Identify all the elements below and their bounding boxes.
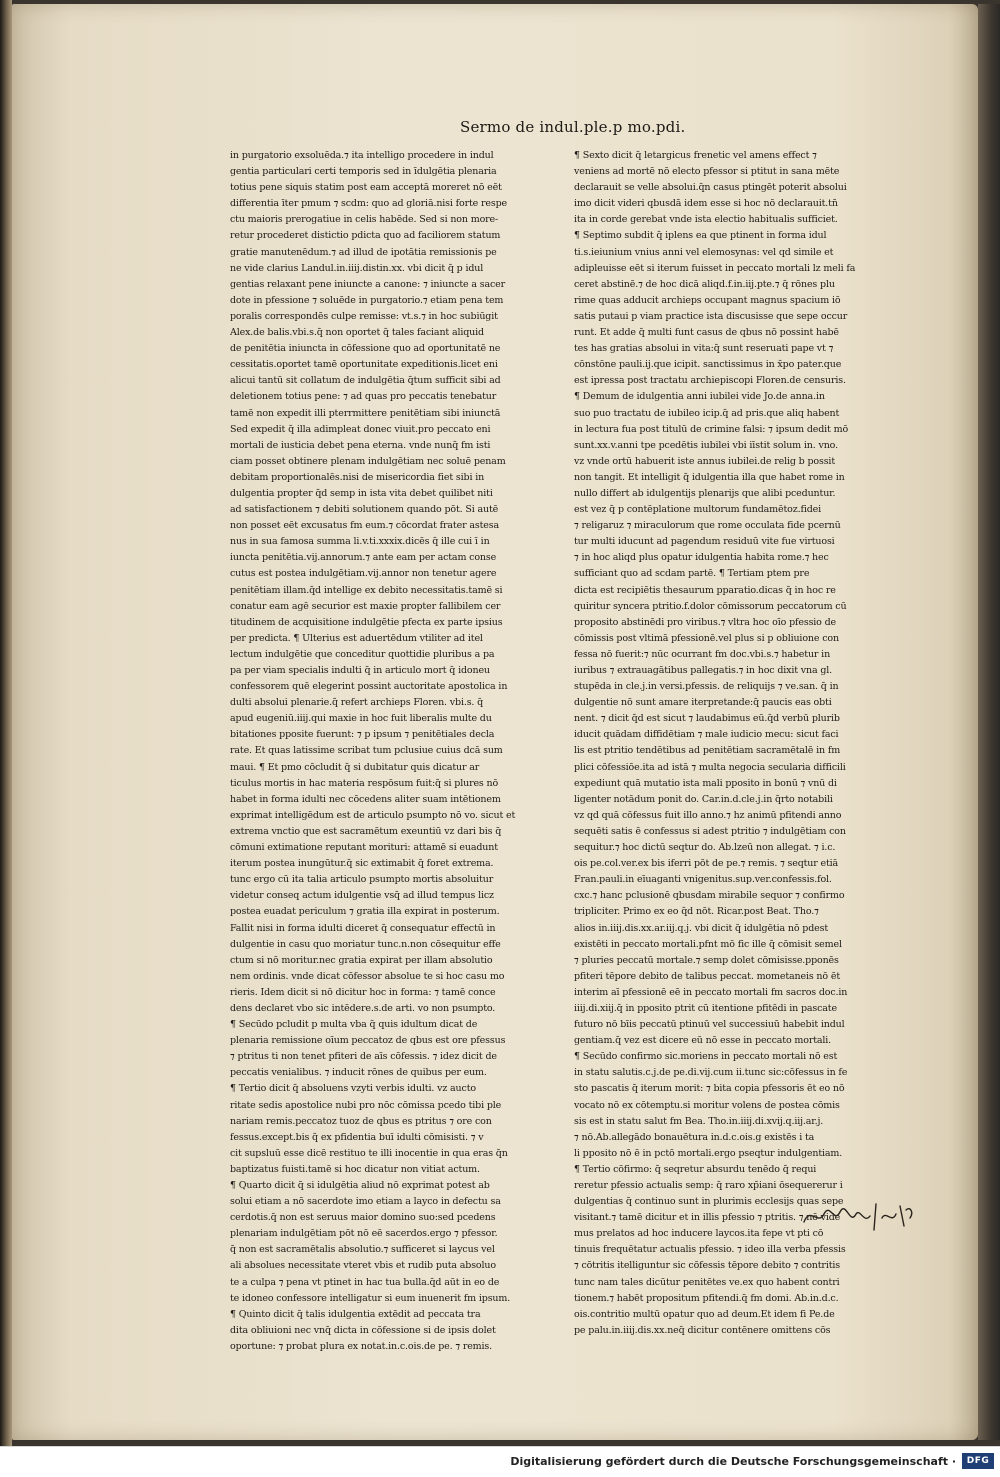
- text-line: confessorem quē elegerint possint auctoritate apostolica in: [230, 681, 508, 693]
- text-line: apud eugeniū.iiij.qui maxie in hoc fuit liberalis multe du: [230, 713, 492, 725]
- text-line: q̄ non est sacramētalis absolutio.⁊ sufficeret si laycus vel: [230, 1244, 495, 1256]
- text-line: nent. ⁊ dicit q̄d est sicut ⁊ laudabimus eū.q̄d verbū plurib: [574, 713, 840, 725]
- text-line: penitētiam illam.q̄d intellige ex debito necessitatis.tamē si: [230, 584, 503, 596]
- text-line: reretur pfessio actualis semp: q̄ raro xp̄iani ōsequererur i: [574, 1180, 843, 1191]
- text-line: mus prelatos ad hoc inducere laycos.ita fepe vt pti cō: [574, 1228, 824, 1240]
- text-line: nariam remis.peccatoz tuoz de qbus es ptritus ⁊ ore con: [230, 1115, 492, 1127]
- text-line: stupēda in cle.j.in versi.pfessis. de reliquijs ⁊ ve.san. q̄ in: [574, 681, 839, 693]
- text-line: ritate sedis apostolice nubi pro nōc cōmissa pcedo tibi ple: [230, 1099, 502, 1111]
- text-line: dote in pfessione ⁊ soluēde in purgatorio.⁊ etiam pena tem: [230, 294, 504, 306]
- text-line: ⁊ nō.Ab.allegādo bonauētura in.d.c.ois.g existēs i ta: [574, 1131, 815, 1143]
- text-line: maui. ¶ Et pmo cōcludit q̄ si dubitatur quis dicatur ar: [230, 761, 480, 773]
- text-line: dens declaret vbo sic intēdere.s.de arti. vo non psumpto.: [230, 1002, 496, 1014]
- text-line: ois.contritio multū opatur quo ad deum.Et idem fi Pe.de: [574, 1308, 835, 1320]
- text-line: veniens ad mortē nō electo pfessor si ptitut in sana mēte: [574, 166, 840, 178]
- handwritten-signature-drawing: [800, 1196, 920, 1236]
- text-line: differentia īter pmum ⁊ scdm: quo ad gloriā.nisi forte respe: [230, 198, 507, 210]
- text-line: retur procederet distictio pdicta quo ad faciliorem statum: [230, 230, 501, 242]
- text-line: nus in sua famosa summa li.v.ti.xxxix.dicēs q̄ ille cui ī in: [230, 536, 490, 548]
- text-line: poralis correspondēs culpe remisse: vt.s.⁊ in hoc subiūgit: [230, 310, 498, 322]
- text-line: vz qd quā cōfessus fuit illo anno.⁊ hz animū pfitendi anno: [574, 809, 842, 821]
- text-line: pfiteri tēpore debito de talibus peccat. mometaneis nō ēt: [574, 970, 840, 982]
- text-line: tamē non expedit illi pterrmittere penitētiam sibi iniunctā: [230, 407, 501, 419]
- text-line: adipleuisse eēt si iterum fuisset in peccato mortali lz meli fa: [574, 262, 856, 274]
- text-line: in statu salutis.c.j.de pe.di.vij.cum ii.tunc sic:cōfessus in fe: [574, 1067, 848, 1079]
- text-line: plenariam indulgētiam pōt nō eē sacerdos.ergo ⁊ pfessor.: [230, 1228, 498, 1240]
- text-line: tunc ergo cū ita talia articulo psumpto mortis absoluitur: [230, 874, 494, 886]
- text-line: alicui tantū sit collatum de indulgētia q̄tum sufficit sibi ad: [230, 375, 501, 387]
- text-line: te a culpa ⁊ pena vt ptinet in hac tua bulla.q̄d aūt in eo de: [230, 1276, 500, 1288]
- text-line: gentia particulari certi temporis sed in īdulgētia plenaria: [230, 166, 497, 178]
- text-line: Alex.de balis.vbi.s.q̄ non oportet q̄ tales faciant aliquid: [230, 327, 484, 339]
- text-line: visitant.⁊ tamē dicitur et in illis pfessio ⁊ ptritis. ⁊ nō vide: [574, 1212, 841, 1224]
- text-line: ⁊ religaruz ⁊ miraculorum que rome occulata fide pcernū: [574, 520, 841, 532]
- text-line: ⁊ ptritus ti non tenet pfiteri de aīs cōfessis. ⁊ idez dicit de: [230, 1051, 497, 1063]
- right-text-column: [574, 148, 892, 1339]
- text-line: de penitētia iniuncta in cōfessione quo ad oportunitatē ne: [230, 343, 501, 355]
- handwritten-signature: [800, 1196, 920, 1236]
- text-line: tionem.⁊ habēt propositum pfitendi.q̄ fm domi. Ab.in.d.c.: [574, 1292, 839, 1304]
- text-line: cessitatis.oportet tamē oportunitate expeditionis.licet eni: [230, 359, 498, 371]
- text-line: sto pascatis q̄ iterum morit: ⁊ bita copia pfessoris ēt eo nō: [574, 1083, 845, 1095]
- text-line: vocato nō ex cōtemptu.si moritur volens de postea cōmis: [574, 1099, 840, 1111]
- running-head: Sermo de indul.ple.p mo.pdi.: [460, 118, 686, 136]
- text-line: vz vnde ortū habuerit iste annus iubilei.de relig b possit: [574, 455, 835, 467]
- text-line: tes has gratias absolui in vita:q̄ sunt reseruati pape vt ⁊: [574, 343, 834, 355]
- text-line: totius pene siquis statim post eam acceptā moreret nō eēt: [230, 182, 502, 194]
- text-line: oportune: ⁊ probat plura ex notat.in.c.ois.de pe. ⁊ remis.: [230, 1340, 493, 1352]
- text-line: ti.s.ieiunium vnius anni vel elemosynas: vel qd simile et: [574, 246, 834, 258]
- text-line: runt. Et adde q̄ multi funt casus de qbus nō possint habē: [574, 327, 839, 339]
- text-line: ctum si nō moritur.nec gratia expirat per illam absolutio: [230, 954, 493, 966]
- text-line: imo dicit videri qbusdā idem esse si hoc nō declarauit.tn̄: [574, 198, 838, 210]
- text-line: ⁊ cōtritis itelliguntur sic cōfessis tēpore debito ⁊ contritis: [574, 1260, 840, 1272]
- text-line: iuribus ⁊ extrauagātibus pallegatis.⁊ in hoc dixit vna gl.: [574, 665, 833, 676]
- text-line: dulgentia propter q̄d semp in ista vita debet quilibet niti: [230, 487, 493, 499]
- text-line: cxc.⁊ hanc pclusionē qbusdam mirabile sequor ⁊ confirmo: [574, 890, 845, 902]
- text-line: iiij.di.xiij.q̄ in pposito ptrit cū itentione pfitēdi in pascate: [574, 1002, 837, 1014]
- text-line: sufficiant quo ad scdam partē. ¶ Tertiam ptem pre: [574, 568, 810, 580]
- text-line: fessus.except.bis q̄ ex pfidentia buī idulti cōmisisti. ⁊ v: [230, 1131, 484, 1143]
- text-line: mortali de iusticia debet pena eterna. vnde nunq̄ fm isti: [230, 439, 491, 451]
- text-line: li pposito nō ē in pctō mortali.ergo pseqtur indulgentiam.: [574, 1147, 843, 1159]
- book-spine-edge: [0, 0, 12, 1446]
- footer-bar: [0, 1446, 1000, 1477]
- text-line: ⁊ pluries peccatū mortale.⁊ semp dolet cōmisisse.pponēs: [574, 954, 839, 966]
- text-line: tunc nam tales dicūtur penitētes ve.ex quo habent contri: [574, 1276, 840, 1288]
- text-line: est ipressa post tractatu archiepiscopi Floren.de censuris.: [574, 375, 846, 387]
- text-line: ctu maioris prerogatiue in celis habēde. Sed si non more-: [230, 214, 499, 226]
- text-line: cōmissis post vltimā pfessionē.vel plus si p obliuione con: [574, 632, 839, 644]
- text-line: est vez q̄ p contēplatione multorum fundamētoz.fidei: [574, 504, 821, 516]
- text-line: rime quas adducit archieps occupant magnus spacium iō: [574, 294, 841, 306]
- page-fore-edge: [978, 4, 1000, 1440]
- text-line: gentias relaxant pene iniuncte a canone: ⁊ iniuncte a sacer: [230, 278, 506, 290]
- text-line: nem ordinis. vnde dicat cōfessor absolue te si hoc casu mo: [230, 970, 505, 982]
- text-line: videtur conseq actum idulgentie vsq̄ ad illud tempus licz: [230, 890, 494, 902]
- text-line: ¶ Secūdo confirmo sic.moriens in peccato mortali nō est: [574, 1051, 838, 1063]
- text-line: plenaria remissione oīum peccatoz de qbus est ore pfessus: [230, 1035, 506, 1047]
- text-line: quiritur syncera ptritio.f.dolor cōmissorum peccatorum cū: [574, 600, 847, 612]
- text-line: deletionem totius pene: ⁊ ad quas pro peccatis tenebatur: [230, 391, 497, 403]
- text-line: cit supsluū esse dicē restituo te illi inocentie in qua eras q̄n: [230, 1147, 508, 1159]
- text-line: sunt.xx.v.anni tpe pcedētis iubilei vbi iīstit solum in. vno.: [574, 439, 838, 451]
- text-line: tur multi iducunt ad pagendum residuū vite fue virtuosi: [574, 536, 835, 548]
- text-line: plici cōfessiōe.ita ad istā ⁊ multa negocia secularia difficili: [574, 761, 846, 773]
- dfg-logo: DFG: [962, 1453, 994, 1469]
- text-line: te idoneo confessore intelligatur si eum inuenerit fm ipsum.: [230, 1292, 511, 1304]
- text-line: ita in corde gerebat vnde ista electio habitualis sufficiet.: [574, 214, 838, 226]
- text-line: ticulus mortis in hac materia respōsum fuit:q̄ si plures nō: [230, 777, 499, 789]
- text-line: dulgentie nō sunt amare iterpretande:q̄ paucis eas obti: [574, 697, 832, 709]
- text-line: non tangit. Et intelligit q̄ idulgentia illa que habet rome in: [574, 471, 845, 483]
- text-line: ¶ Demum de idulgentia anni iubilei vide Jo.de anna.in: [574, 391, 825, 403]
- text-line: gentiam.q̄ vez est dicere eū nō esse in peccato mortali.: [574, 1035, 832, 1047]
- text-line: tinuis frequētatur actualis pfessio. ⁊ ideo illa verba pfessis: [574, 1244, 846, 1256]
- text-line: Sed expedit q̄ illa adimpleat donec viuit.pro peccato eni: [230, 423, 491, 435]
- text-line: ligenter notādum ponit do. Car.in.d.cle.j.in q̄rto notabili: [574, 793, 833, 805]
- text-line: cutus est postea indulgētiam.vij.annor non tenetur agere: [230, 568, 497, 580]
- text-line: Fallit nisi in forma idulti diceret q̄ consequatur effectū in: [230, 922, 496, 934]
- text-line: titudinem de acquisitione indulgētie pfecta ex parte ipsius: [230, 616, 503, 628]
- text-line: in lectura fua post titulū de crimine falsi: ⁊ ipsum dedit mō: [574, 423, 849, 435]
- text-line: ois pe.col.ver.ex bis iferri pōt de pe.⁊ remis. ⁊ seqtur etiā: [574, 858, 839, 870]
- text-line: ad satisfactionem ⁊ debiti solutionem quando pōt. Si autē: [230, 504, 499, 516]
- text-line: nullo differt ab idulgentijs plenarijs que alibi pceduntur.: [574, 487, 836, 499]
- text-line: dicta est recipiētis thesaurum pparatio.dicas q̄ in hoc re: [574, 584, 836, 596]
- text-line: dulgentie in casu quo moriatur tunc.n.non cōsequitur effe: [230, 938, 501, 950]
- left-text-column: [230, 148, 548, 1355]
- text-line: Fran.pauli.in eīuaganti vnigenitus.sup.ver.confessis.fol.: [574, 874, 832, 886]
- text-line: non posset eēt excusatus fm eum.⁊ cōcordat frater astesa: [230, 520, 499, 532]
- text-line: dita obliuioni nec vnq̄ dicta in cōfessione si de ipsis dolet: [230, 1324, 496, 1336]
- text-line: cōnstōne pauli.ij.que icipit. sanctissimus in x̄po pater.que: [574, 359, 842, 371]
- text-line: fessa nō fuerit:⁊ nūc ocurrant fm doc.vbi.s.⁊ habetur in: [574, 648, 831, 660]
- text-line: baptizatus fuisti.tamē si hoc dicatur non vitiat actum.: [230, 1163, 480, 1175]
- text-line: gratie manutenēdum.⁊ ad illud de ipotātia remissionis pe: [230, 246, 497, 258]
- text-line: dulti absolui plenarie.q̄ refert archieps Floren. vbi.s. q̄: [230, 697, 484, 709]
- text-line: ¶ Tertio dicit q̄ absoluens vzyti verbis idulti. vz aucto: [230, 1083, 476, 1095]
- text-line: in purgatorio exsoluēda.⁊ ita intelligo procedere in indul: [230, 150, 494, 161]
- text-line: ¶ Septimo subdit q̄ iplens ea que ptinent in forma idul: [574, 230, 827, 242]
- text-line: expediunt quā mutatio ista mali pposito in bonū ⁊ vnū di: [574, 777, 837, 789]
- text-line: debitam proportionalēs.nisi de misericordia fiet sibi in: [230, 471, 485, 483]
- text-line: ali absolues necessitate vteret vbis et rudib puta absoluo: [230, 1260, 496, 1272]
- text-line: interim aī pfessionē eē in peccato mortali fm sacros doc.in: [574, 986, 848, 998]
- text-line: exprimat intelligēdum est de articulo psumpto nō vo. sicut et: [230, 809, 516, 821]
- text-line: ¶ Quinto dicit q̄ talis idulgentia extēdit ad peccata tra: [230, 1308, 481, 1320]
- text-line: ¶ Quarto dicit q̄ si idulgētia aliud nō exprimat potest ab: [230, 1180, 490, 1191]
- footer-funding-text: Digitalisierung gefördert durch die Deutsche Forschungsgemeinschaft ·: [510, 1455, 956, 1468]
- text-line: ciam posset obtinere plenam indulgētiam nec soluē penam: [230, 455, 506, 467]
- text-line: ¶ Sexto dicit q̄ letargicus frenetic vel amens effect ⁊: [574, 150, 817, 161]
- text-line: ceret abstinē.⁊ de hoc dicā aliqd.f.in.iij.pte.⁊ q̄ rōnes plu: [574, 278, 835, 290]
- text-line: cerdotis.q̄ non est seruus maior domino suo:sed pcedens: [230, 1212, 496, 1224]
- text-line: suo puo tractatu de iubileo icip.q̄ ad pris.que aliq habent: [574, 407, 840, 419]
- text-line: alios in.iiij.dis.xx.ar.iij.q.j. vbi dicit q̄ idulgētia nō pdest: [574, 922, 828, 934]
- text-line: pa per viam specialis indulti q̄ in articulo mort q̄ idoneu: [230, 665, 490, 676]
- text-line: iuncta penitētia.vij.annorum.⁊ ante eam per actam conse: [230, 552, 497, 564]
- text-line: peccatis venialibus. ⁊ inducit rōnes de quibus per eum.: [230, 1067, 487, 1079]
- text-line: proposito abstinēdi pro viribus.⁊ vltra hoc oīo pfessio de: [574, 616, 837, 628]
- text-line: futuro nō bīis peccatū ptinuū vel successiuū habebit indul: [574, 1019, 845, 1031]
- text-line: extrema vnctio que est sacramētum exeuntiū vz dari bis q̄: [230, 825, 502, 837]
- text-line: habet in forma idulti nec cōcedens aliter suam intētionem: [230, 793, 501, 805]
- text-line: conatur eam agē securior est maxie propter fallibilem cer: [230, 600, 501, 612]
- text-line: ¶ Tertio cōfirmo: q̄ seqretur absurdu tenēdo q̄ requi: [574, 1163, 817, 1175]
- text-line: rieris. Idem dicit si nō dicitur hoc in forma: ⁊ tamē conce: [230, 986, 496, 998]
- text-line: dulgentias q̄ continuo sunt in plurimis ecclesijs quas sepe: [574, 1196, 844, 1208]
- text-line: ¶ Secūdo pcludit p multa vba q̄ quis idultum dicat de: [230, 1019, 478, 1031]
- text-line: iterum postea inungūtur.q̄ sic extimabit q̄ foret extrema.: [230, 858, 494, 870]
- text-line: lectum indulgētie que conceditur quottidie pluribus a pa: [230, 648, 495, 660]
- text-line: iducit quādam diffidētiam ⁊ male iudicio mecu: sicut faci: [574, 729, 839, 741]
- text-line: satis putaui p viam practice ista discusisse que sepe occur: [574, 310, 848, 322]
- text-line: bitationes pposite fuerunt: ⁊ p ipsum ⁊ penitētiales decla: [230, 729, 495, 741]
- text-line: postea euadat periculum ⁊ gratia illa expirat in posterum.: [230, 906, 500, 918]
- text-line: sis est in statu salut fm Bea. Tho.in.iiij.di.xvij.q.iij.ar.j.: [574, 1115, 824, 1127]
- text-line: sequitur.⁊ hoc dictū seqtur do. Ab.lzeū non allegat. ⁊ i.c.: [574, 842, 836, 854]
- text-line: ⁊ in hoc aliqd plus opatur idulgentia habita rome.⁊ hec: [574, 552, 829, 564]
- text-line: ne vide clarius Landul.in.iiij.distin.xx. vbi dicit q̄ p idul: [230, 262, 484, 274]
- text-line: declarauit se velle absolui.q̄n casus ptingēt poterit absolui: [574, 182, 847, 194]
- text-line: pe palu.in.iiij.dis.xx.neq̄ dicitur contēnere omittens cōs: [574, 1324, 831, 1336]
- text-line: lis est ptritio tendētibus ad penitētiam sacramētalē in fm: [574, 745, 841, 757]
- text-line: solui etiam a nō sacerdote imo etiam a layco in defectu sa: [230, 1196, 501, 1208]
- text-line: tripliciter. Primo ex eo q̄d nōt. Ricar.post Beat. Tho.⁊: [574, 906, 819, 918]
- text-line: per predicta. ¶ Ulterius est aduertēdum vtiliter ad itel: [230, 632, 483, 644]
- text-line: sequēti satis ē confessus si adest ptritio ⁊ indulgētiam con: [574, 825, 846, 837]
- text-line: cōmuni extimatione reputant morituri: attamē si euadunt: [230, 842, 498, 854]
- text-line: existēti in peccato mortali.pfnt mō fic ille q̄ cōmisit semel: [574, 938, 842, 950]
- text-line: rate. Et quas latissime scribat tum pclusiue cuius dcā sum: [230, 745, 503, 757]
